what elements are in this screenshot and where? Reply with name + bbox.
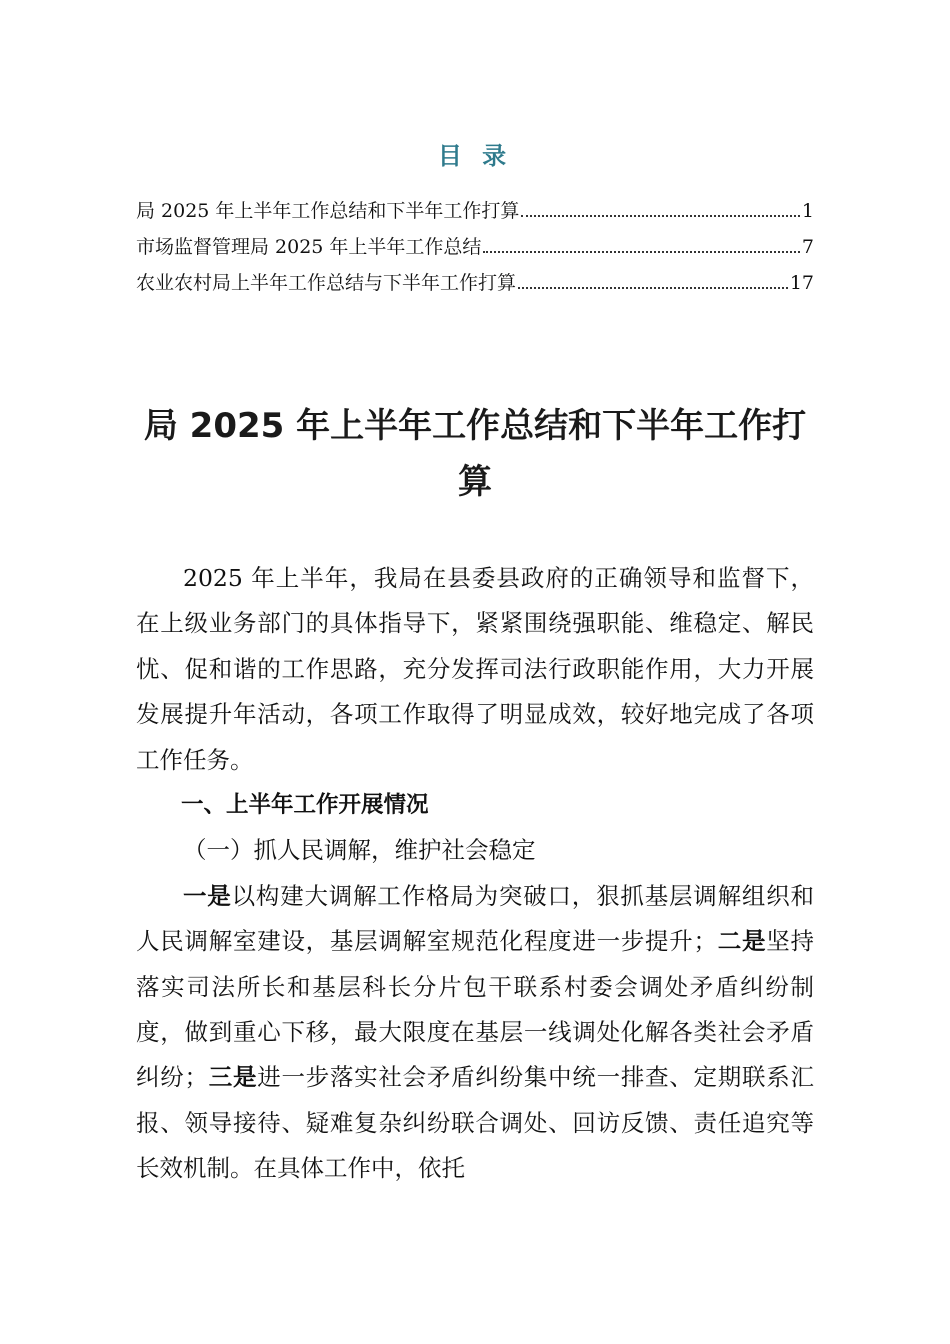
toc-item[interactable] (136, 268, 814, 304)
paragraph-text: 进一步落实社会矛盾纠纷集中统一排查、定期联系汇报、领导接待、疑难复杂纠纷联合调处、回访反馈、责任追究等长效机制。在具体工作中，依托 (136, 1063, 815, 1183)
toc-item-page: 17 (789, 272, 814, 294)
document-body (136, 556, 814, 1192)
toc-item-page: 7 (801, 236, 814, 258)
toc-item[interactable] (136, 232, 814, 268)
toc-title: 目 录 (437, 142, 513, 170)
body-paragraph (136, 874, 814, 1192)
toc-item-text: 农业农村局上半年工作总结与下半年工作打算 (136, 272, 517, 294)
lead-phrase: 二是 (717, 927, 767, 956)
toc-item[interactable] (136, 196, 814, 232)
paragraph-text: 坚持落实司法所长和基层科长分片包干联系村委会调处矛盾纠纷制度，做到重心下移，最大限度在基层一线调处化解各类社会矛盾纠纷； (136, 927, 815, 1092)
lead-phrase: 一是 (183, 881, 232, 910)
toc-leader-dots (521, 215, 799, 217)
toc-leader-dots (518, 287, 788, 289)
document-title: 局 2025 年上半年工作总结和下半年工作打算 (143, 406, 807, 502)
toc-leader-dots (483, 251, 799, 253)
lead-phrase: 三是 (207, 1063, 258, 1092)
table-of-contents (136, 196, 814, 304)
subsection-heading: （一）抓人民调解，维护社会稳定 (183, 836, 536, 865)
toc-item-page: 1 (801, 200, 814, 222)
toc-item-text: 局 2025 年上半年工作总结和下半年工作打算 (136, 200, 520, 222)
section-heading: 一、上半年工作开展情况 (181, 792, 429, 819)
toc-item-text: 市场监督管理局 2025 年上半年工作总结 (136, 236, 482, 258)
paragraph-text: 以构建大调解工作格局为突破口，狠抓基层调解组织和人民调解室建设，基层调解室规范化程度进一步提升； (136, 881, 815, 956)
intro-paragraph: 2025 年上半年，我局在县委县政府的正确领导和监督下，在上级业务部门的具体指导下，紧紧围绕强职能、维稳定、解民忧、促和谐的工作思路，充分发挥司法行政职能作用，大力开展发展提升年活动，各项工作取得了明显成效，较好地完成了各项工作任务。 (136, 564, 814, 774)
